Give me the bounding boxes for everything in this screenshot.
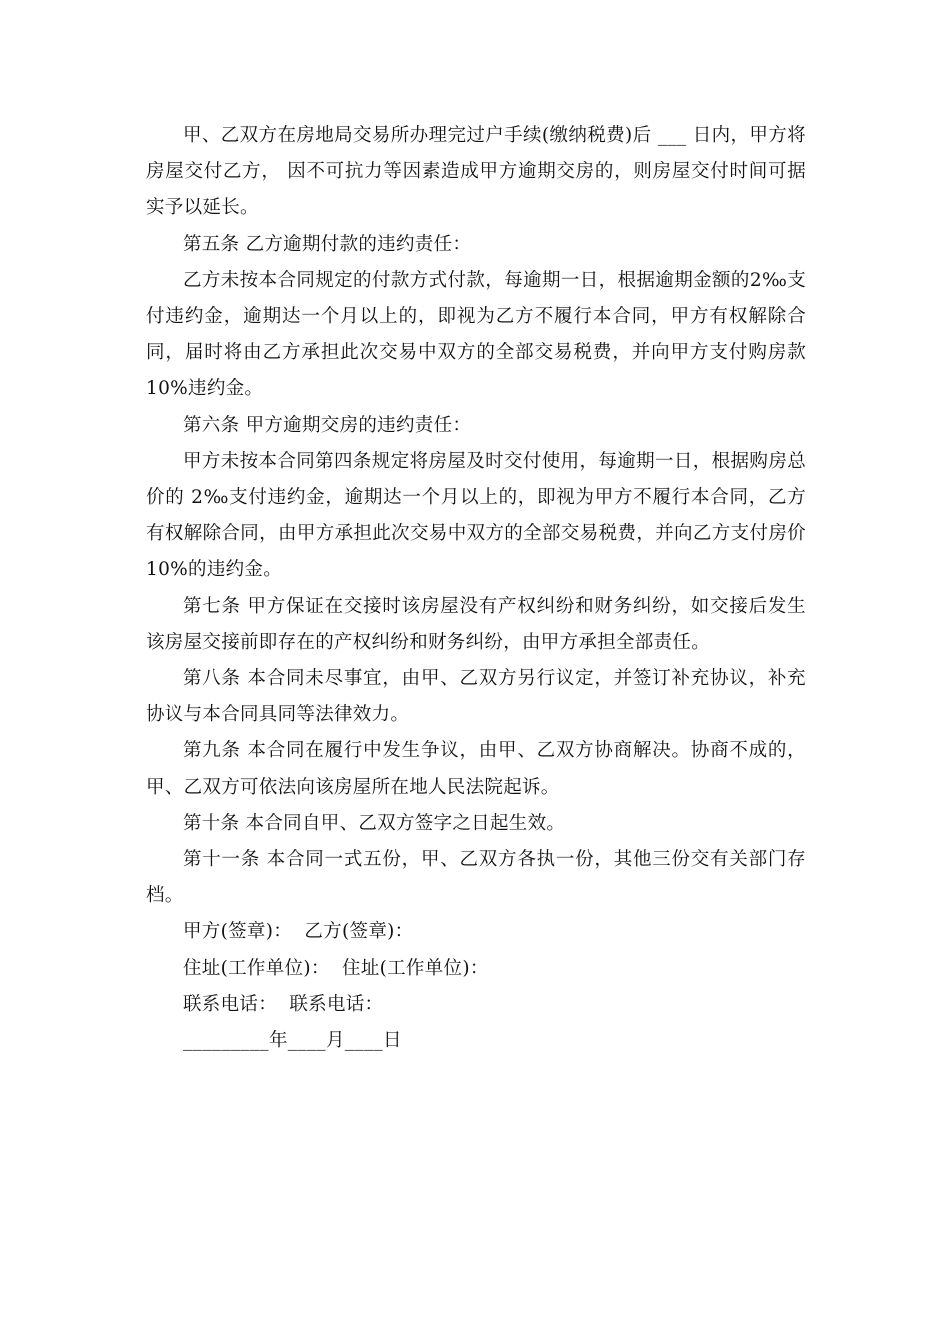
paragraph-delivery-terms: 甲、乙双方在房地局交易所办理完过户手续(缴纳税费)后 ___ 日内，甲方将房屋交付乙方， 因不可抗力等因素造成甲方逾期交房的，则房屋交付时间可据实予以延长。 (146, 125, 806, 219)
clause-5-text: 乙方未按本合同规定的付款方式付款，每逾期一日，根据逾期金额的2‰支付违约金，逾期达一个月以上的，即视为乙方不履行本合同，甲方有权解除合同，届时将由乙方承担此次交易中双方的全部交易税费，并向甲方支付购房款 10%违约金。 (146, 269, 806, 400)
address-line: 住址(工作单位)： 住址(工作单位)： (183, 957, 489, 979)
clause-9: 第九条 本合同在履行中发生争议，由甲、乙双方协商解决。协商不成的，甲、乙双方可依法向该房屋所在地人民法院起诉。 (146, 740, 806, 798)
signature-line: 甲方(签章)： 乙方(签章)： (183, 921, 414, 943)
clause-6-heading: 第六条 甲方逾期交房的违约责任： (183, 414, 472, 436)
clause-5-heading: 第五条 乙方逾期付款的违约责任： (183, 233, 472, 255)
contract-body (146, 118, 806, 1059)
clause-8: 第八条 本合同未尽事宜，由甲、乙双方另行议定，并签订补充协议，补充协议与本合同具同等法律效力。 (146, 668, 806, 726)
date-line: _________年____月____日 (183, 1030, 402, 1052)
phone-line: 联系电话： 联系电话： (183, 993, 384, 1015)
clause-7: 第七条 甲方保证在交接时该房屋没有产权纠纷和财务纠纷，如交接后发生该房屋交接前即存在的产权纠纷和财务纠纷，由甲方承担全部责任。 (146, 595, 806, 653)
clause-11: 第十一条 本合同一式五份，甲、乙双方各执一份，其他三份交有关部门存档。 (146, 849, 806, 907)
clause-10: 第十条 本合同自甲、乙双方签字之日起生效。 (183, 812, 566, 834)
clause-6-text: 甲方未按本合同第四条规定将房屋及时交付使用，每逾期一日，根据购房总价的 2‰支付违约金，逾期达一个月以上的，即视为甲方不履行本合同，乙方有权解除合同，由甲方承担此次交易中双方的全部交易税费，并向乙方支付房价 10%的违约金。 (146, 450, 806, 581)
